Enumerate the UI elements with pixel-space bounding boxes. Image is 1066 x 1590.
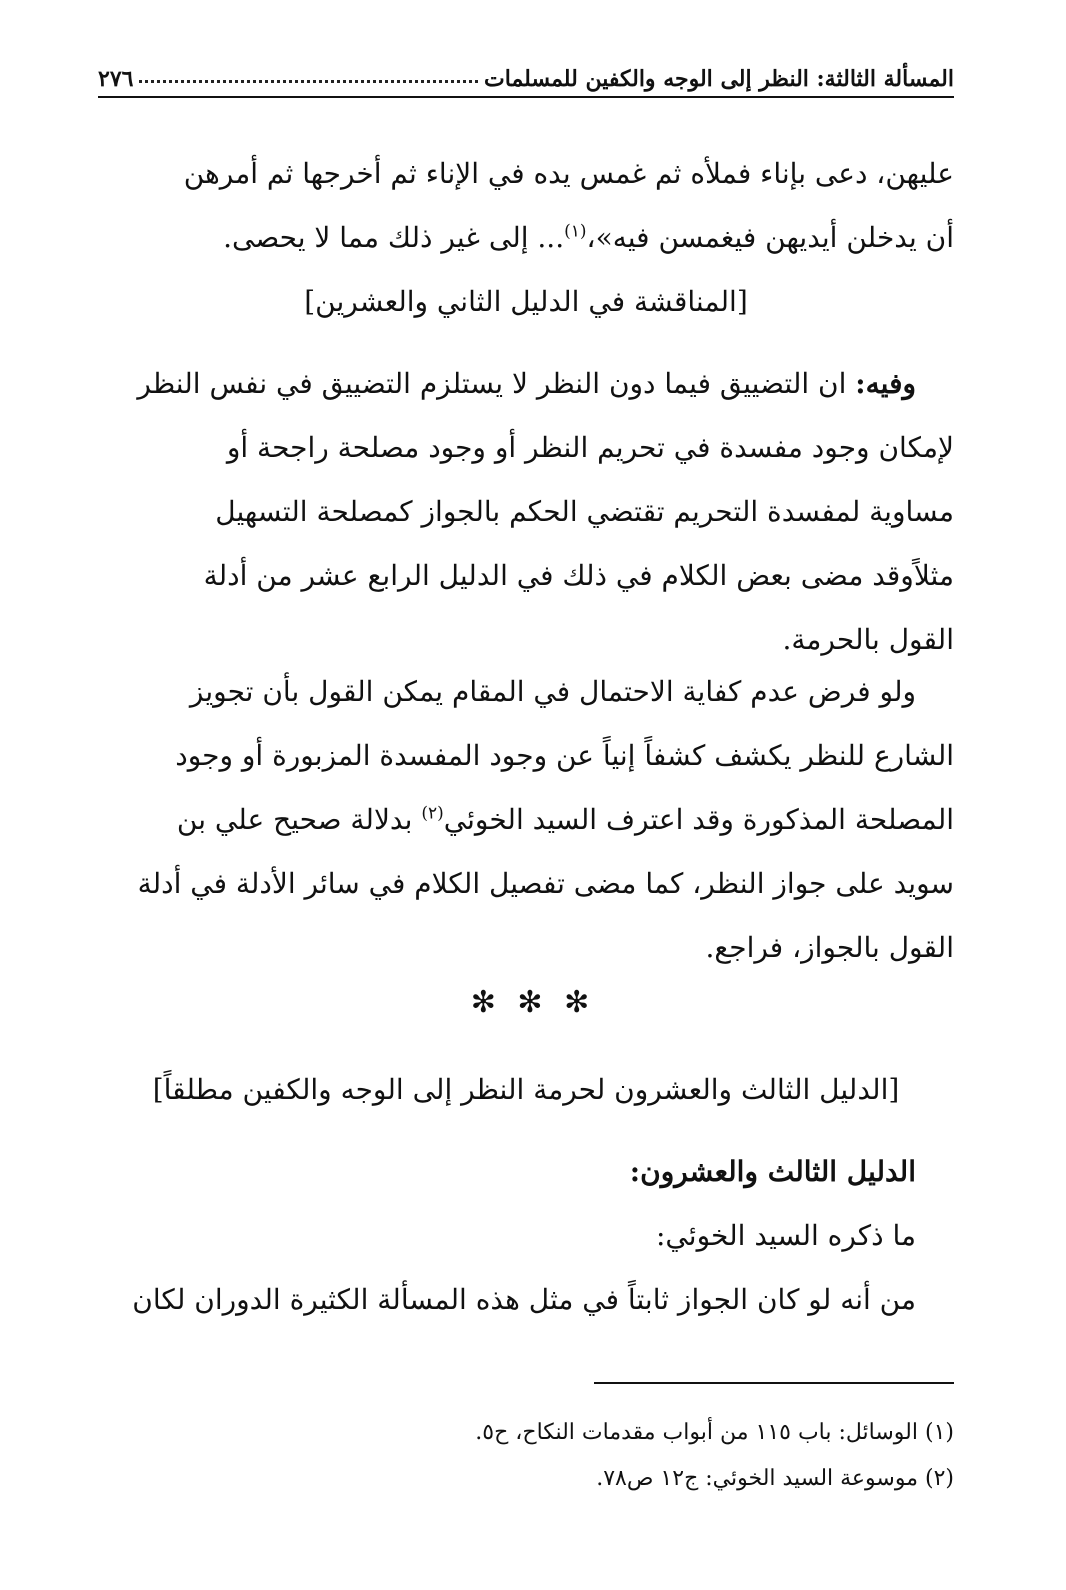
text-fragment: بدلالة صحيح علي بن [176, 803, 422, 836]
text-fragment: ... إلى غير ذلك مما لا يحصى. [223, 221, 565, 254]
evidence-subsection [98, 1140, 954, 1332]
lead-word: وفيه: [855, 367, 916, 400]
text-line: القول بالحرمة. [782, 623, 954, 656]
text-line: ما ذكره السيد الخوئي: [656, 1219, 916, 1252]
text-line: مثلاًوقد مضى بعض الكلام في ذلك في الدليل الرابع عشر من أدلة [203, 559, 954, 592]
footnote-2: (٢) موسوعة السيد الخوئي: ج١٢ ص٧٨. [596, 1466, 954, 1491]
text-line: الشارع للنظر يكشف كشفاً إنياً عن وجود المفسدة المزبورة أو وجود [175, 739, 954, 772]
text-line: أن يدخلن أيديهن فيغمسن فيه»،$^{(١)}$... إلى غير ذلك مما لا يحصى. [223, 221, 954, 254]
footnotes [98, 1410, 954, 1502]
footnote-ref-1: (١) [564, 221, 587, 242]
text-fragment: المصلحة المذكورة وقد اعترف السيد الخوئي [443, 803, 954, 836]
section-heading-evidence: [الدليل الثالث والعشرون لحرمة النظر إلى الوجه والكفين مطلقاً] [152, 1073, 900, 1106]
section-separator: ✻ ✻ ✻ [470, 985, 596, 1020]
text-line [98, 352, 954, 416]
footnote-1: (١) الوسائل: باب ١١٥ من أبواب مقدمات النكاح، ح٥. [475, 1420, 954, 1445]
text-line: سويد على جواز النظر، كما مضى تفصيل الكلام في سائر الأدلة في أدلة [137, 867, 954, 900]
running-header [98, 52, 954, 92]
continuation-paragraph [98, 142, 954, 270]
subheading: الدليل الثالث والعشرون: [629, 1155, 916, 1188]
text-fragment: ان التضييق فيما دون النظر لا يستلزم التضييق في نفس النظر [137, 367, 856, 400]
text-line: مساوية لمفسدة التحريم تقتضي الحكم بالجواز كمصلحة التسهيل [215, 495, 954, 528]
text-line: من أنه لو كان الجواز ثابتاً في مثل هذه المسألة الكثيرة الدوران لكان [132, 1283, 916, 1316]
footnote-ref-2: (٢) [421, 803, 444, 824]
text-line: لإمكان وجود مفسدة في تحريم النظر أو وجود مصلحة راجحة أو [226, 431, 954, 464]
header-rule [98, 96, 954, 98]
footnote-rule [594, 1382, 954, 1384]
header-title: المسألة الثالثة: النظر إلى الوجه والكفين للمسلمات [484, 66, 954, 92]
text-fragment: أن يدخلن أيديهن فيغمسن فيه» [595, 221, 954, 254]
section-heading-discussion: [المناقشة في الدليل الثاني والعشرين] [304, 285, 748, 318]
text-line [98, 788, 954, 852]
discussion-paragraph [98, 352, 954, 672]
argument-paragraph [98, 660, 954, 980]
page-number: ٢٧٦ [98, 66, 134, 92]
text-line: القول بالجواز، فراجع. [705, 931, 954, 964]
text-line: ولو فرض عدم كفاية الاحتمال في المقام يمكن القول بأن تجويز [189, 675, 916, 708]
header-leader-dots [139, 80, 478, 83]
text-line: عليهن، دعى بإناء فملأه ثم غمس يده في الإناء ثم أخرجها ثم أمرهن [183, 157, 954, 190]
